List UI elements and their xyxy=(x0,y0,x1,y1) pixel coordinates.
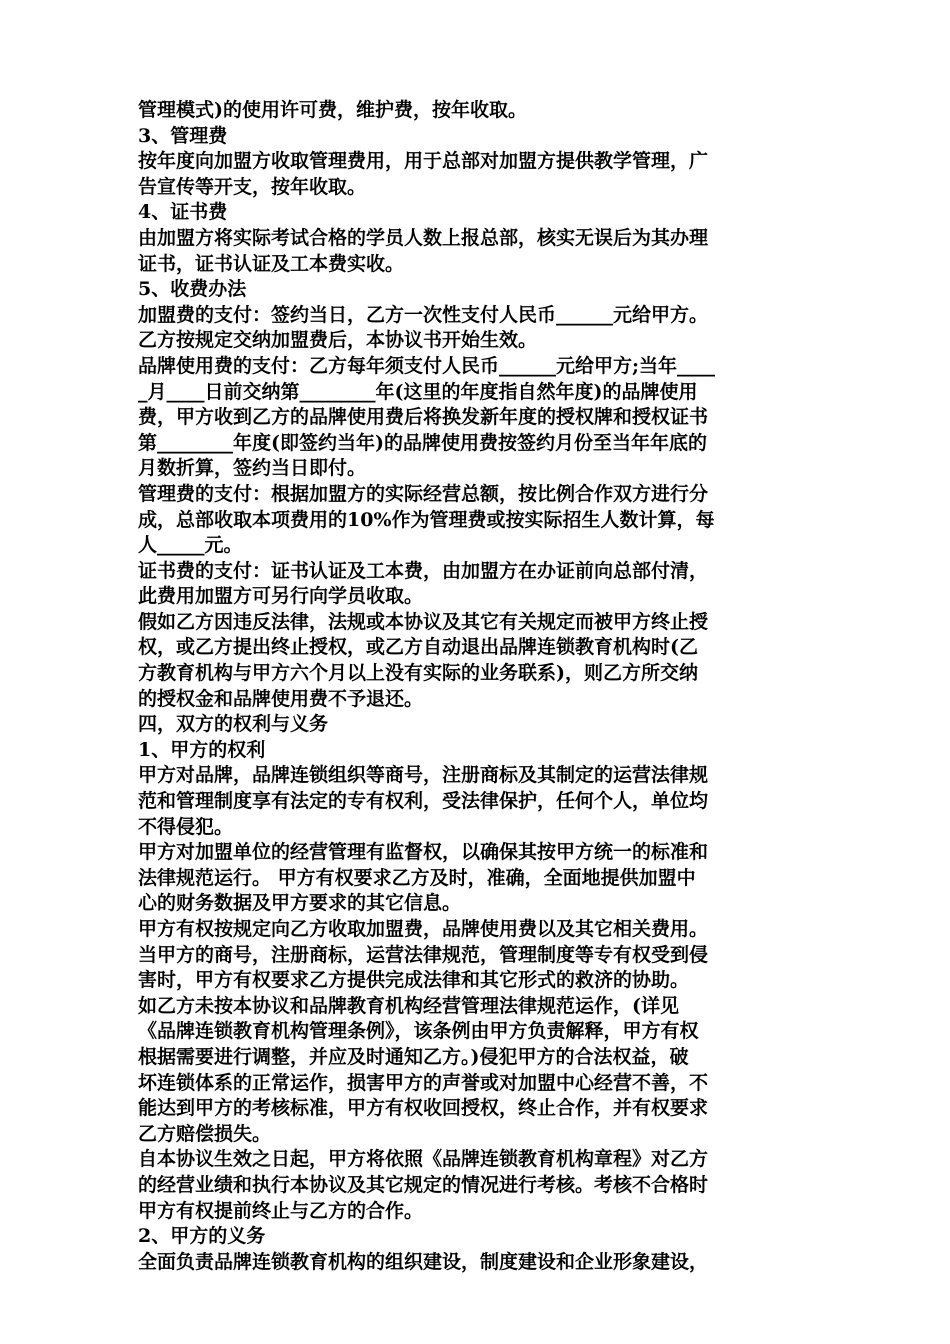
text-line: 甲方有权按规定向乙方收取加盟费，品牌使用费以及其它相关费用。 xyxy=(138,918,709,940)
text-line: 第________年度(即签约当年)的品牌使用费按签约月份至当年年底的 xyxy=(138,431,707,454)
text-line: 4、证书费 xyxy=(138,201,228,224)
text-line: 如乙方未按本协议和品牌教育机构经营管理法律规范运作，(详见 xyxy=(138,994,679,1017)
text-line: 1、甲方的权利 xyxy=(138,738,266,761)
text-line: 告宣传等开支，按年收取。 xyxy=(138,175,367,198)
text-line: 人_____元。 xyxy=(138,534,243,557)
text-line: 害时，甲方有权要求乙方提供完成法律和其它形式的救济的协助。 xyxy=(138,969,690,992)
text-line: 甲方有权提前终止与乙方的合作。 xyxy=(138,1199,424,1222)
text-line: 的经营业绩和执行本协议及其它规定的情况进行考核。考核不合格时 xyxy=(138,1173,709,1196)
document-page xyxy=(138,98,814,1275)
text-line: _月____日前交纳第________年(这里的年度指自然年度)的品牌使用 xyxy=(138,380,698,403)
text-line: 法律规范运行。 甲方有权要求乙方及时，准确，全面地提供加盟中 xyxy=(138,866,696,889)
text-line: 由加盟方将实际考试合格的学员人数上报总部，核实无误后为其办理 xyxy=(138,226,709,249)
text-line: 能达到甲方的考核标准，甲方有权收回授权，终止合作，并有权要求 xyxy=(138,1097,709,1120)
text-line: 管理费的支付：根据加盟方的实际经营总额，按比例合作双方进行分 xyxy=(138,482,709,505)
text-line: 方教育机构与甲方六个月以上没有实际的业务联系)，则乙方所交纳 xyxy=(138,662,698,685)
text-line: 甲方对加盟单位的经营管理有监督权，以确保其按甲方统一的标准和 xyxy=(138,841,709,864)
text-line: 成，总部收取本项费用的10%作为管理费或按实际招生人数计算，每 xyxy=(138,508,715,531)
text-line: 加盟费的支付：签约当日，乙方一次性支付人民币______元给甲方。 xyxy=(138,303,709,326)
text-line: 3、管理费 xyxy=(138,124,228,147)
text-line: 坏连锁体系的正常运作，损害甲方的声誉或对加盟中心经营不善，不 xyxy=(138,1071,709,1094)
text-line: 根据需要进行调整，并应及时通知乙方。)侵犯甲方的合法权益，破 xyxy=(138,1045,689,1068)
text-line: 证书，证书认证及工本费实收。 xyxy=(138,252,405,275)
text-line: 假如乙方因违反法律，法规或本协议及其它有关规定而被甲方终止授 xyxy=(138,610,709,633)
text-line: 费，甲方收到乙方的品牌使用费后将换发新年度的授权牌和授权证书 xyxy=(138,406,709,429)
text-line: 全面负责品牌连锁教育机构的组织建设，制度建设和企业形象建设， xyxy=(138,1250,709,1273)
text-line: 不得侵犯。 xyxy=(138,815,234,838)
text-line: 此费用加盟方可另行向学员收取。 xyxy=(138,585,424,608)
text-line: 证书费的支付：证书认证及工本费，由加盟方在办证前向总部付清， xyxy=(138,559,709,582)
text-line: 范和管理制度享有法定的专有权利，受法律保护，任何个人，单位均 xyxy=(138,790,709,813)
text-line: 月数折算，签约当日即付。 xyxy=(138,457,367,480)
text-line: 乙方赔偿损失。 xyxy=(138,1122,272,1145)
text-line: 《品牌连锁教育机构管理条例》，该条例由甲方负责解释，甲方有权 xyxy=(138,1020,699,1043)
text-line: 的授权金和品牌使用费不予退还。 xyxy=(138,687,424,710)
text-line: 甲方对品牌，品牌连锁组织等商号，注册商标及其制定的运营法律规 xyxy=(138,764,709,787)
text-line: 品牌使用费的支付：乙方每年须支付人民币______元给甲方;当年____ xyxy=(138,354,716,377)
text-line: 乙方按规定交纳加盟费后，本协议书开始生效。 xyxy=(138,329,538,352)
text-line: 心的财务数据及甲方要求的其它信息。 xyxy=(138,892,462,915)
text-line: 当甲方的商号，注册商标，运营法律规范，管理制度等专有权受到侵 xyxy=(138,943,709,966)
text-line: 四，双方的权利与义务 xyxy=(138,713,329,736)
text-line: 自本协议生效之日起，甲方将依照《品牌连锁教育机构章程》对乙方 xyxy=(138,1148,709,1171)
text-line: 权，或乙方提出终止授权，或乙方自动退出品牌连锁教育机构时(乙 xyxy=(138,636,698,659)
text-line: 管理模式)的使用许可费，维护费，按年收取。 xyxy=(138,99,527,121)
text-line: 2、甲方的义务 xyxy=(138,1225,266,1248)
text-line: 5、收费办法 xyxy=(138,278,247,301)
text-line: 按年度向加盟方收取管理费用，用于总部对加盟方提供教学管理，广 xyxy=(138,150,709,173)
